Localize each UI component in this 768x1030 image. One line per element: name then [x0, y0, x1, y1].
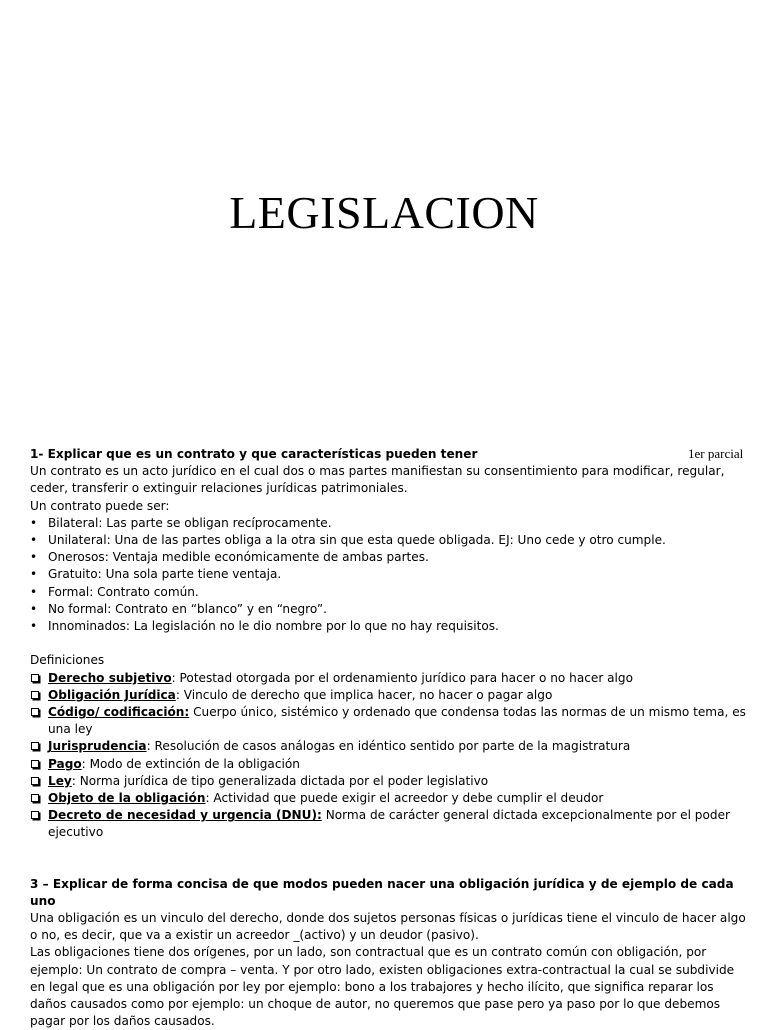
question-1-heading: 1- Explicar que es un contrato y que características pueden tener	[30, 447, 478, 461]
list-item: • No formal: Contrato en “blanco” y en “negro”.	[30, 601, 746, 618]
checkbox-bullet-icon	[31, 794, 39, 802]
definition-text: : Norma jurídica de tipo generalizada dictada por el poder legislativo	[71, 773, 489, 788]
exam-tag: 1er parcial	[688, 446, 744, 461]
obligation-definition: Una obligación es un vinculo del derecho, donde dos sujetos personas físicas o jurídicas tiene el vinculo de hacer algo o no, es decir, que va a existir un acreedor _(activo) y un deudor (pasivo).	[30, 911, 746, 943]
definition-text: : Potestad otorgada por el ordenamiento jurídico para hacer o no hacer algo	[171, 670, 633, 685]
checkbox-bullet-icon	[31, 742, 39, 750]
document-title: LEGISLACION	[229, 187, 539, 238]
definition-term: Código/ codificación:	[48, 705, 190, 720]
list-item: • Formal: Contrato común.	[30, 584, 746, 601]
definition-item	[30, 738, 746, 755]
definition-item	[30, 807, 746, 841]
document-body	[30, 446, 746, 1030]
definition-term: Obligación Jurídica	[48, 687, 176, 702]
definition-term: Derecho subjetivo	[48, 670, 172, 685]
list-item: • Unilateral: Una de las partes obliga a la otra sin que esta quede obligada. EJ: Uno cede y otro cumple.	[30, 532, 746, 549]
list-item: • Gratuito: Una sola parte tiene ventaja.	[30, 566, 746, 583]
definition-term: Jurisprudencia	[48, 739, 147, 754]
definition-text: : Vinculo de derecho que implica hacer, no hacer o pagar algo	[175, 687, 553, 702]
list-item: • Innominados: La legislación no le dio nombre por lo que no hay requisitos.	[30, 618, 746, 635]
definition-term: Ley	[48, 773, 72, 788]
definition-term: Decreto de necesidad y urgencia (DNU):	[48, 808, 322, 823]
definition-text: : Resolución de casos análogas en idéntico sentido por parte de la magistratura	[146, 739, 631, 754]
definition-item	[30, 704, 746, 738]
definition-item	[30, 670, 746, 687]
checkbox-bullet-icon	[31, 708, 39, 716]
definition-text: Norma de carácter general dictada excepcionalmente por el poder ejecutivo	[48, 808, 730, 840]
definition-item	[30, 790, 746, 807]
definitions-list	[30, 670, 746, 842]
checkbox-bullet-icon	[31, 691, 39, 699]
definition-text: : Modo de extinción de la obligación	[81, 756, 300, 771]
definition-text: Cuerpo único, sistémico y ordenado que condensa todas las normas de un mismo tema, es una ley	[48, 705, 746, 737]
definition-term: Pago	[48, 756, 82, 771]
checkbox-bullet-icon	[31, 811, 39, 819]
question-3-heading: 3 – Explicar de forma concisa de que modos pueden nacer una obligación jurídica y de ejemplo de cada uno	[30, 876, 734, 908]
definition-item	[30, 773, 746, 790]
list-item: • Bilateral: Las parte se obligan recíprocamente.	[30, 515, 746, 532]
contract-definition: Un contrato es un acto jurídico en el cual dos o mas partes manifiestan su consentimiento para modificar, regular, ceder, transferir o extinguir relaciones jurídicas patrimoniales.	[30, 464, 725, 496]
definitions-heading: Definiciones	[30, 653, 105, 668]
definition-item	[30, 687, 746, 704]
contract-types-list	[30, 515, 746, 635]
definition-item	[30, 756, 746, 773]
contract-types-lead: Un contrato puede ser:	[30, 498, 170, 513]
list-item: • Onerosos: Ventaja medible económicamente de ambas partes.	[30, 549, 746, 566]
definition-text: : Actividad que puede exigir el acreedor y debe cumplir el deudor	[205, 791, 604, 806]
definition-term: Objeto de la obligación	[48, 791, 206, 806]
checkbox-bullet-icon	[31, 674, 39, 682]
obligation-origins: Las obligaciones tiene dos orígenes, por un lado, son contractual que es un contrato común con obligación, por ejemplo: Un contrato de compra – venta. Y por otro lado, existen obligaciones extra-contractual la cual se subdivide en legal que es una obligación por ley por ejemplo: bono a los trabajores y hecho ilícito, que significa reparar los daños causados como por ejemplo: un choque de autor, no queremos que pase pero ya paso por lo que debemos pagar por los daños causados.	[30, 945, 735, 1029]
checkbox-bullet-icon	[31, 760, 39, 768]
checkbox-bullet-icon	[31, 777, 39, 785]
